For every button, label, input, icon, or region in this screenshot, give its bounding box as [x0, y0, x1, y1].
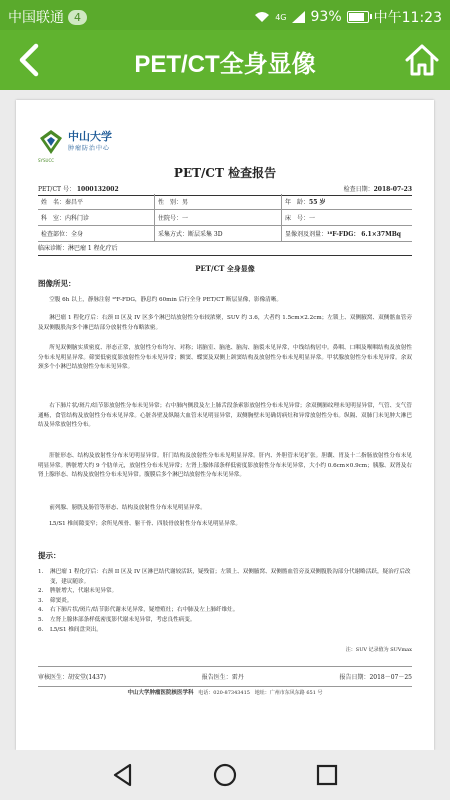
- name-value: 秦昌平: [65, 199, 84, 206]
- signal-icon: [292, 11, 306, 23]
- list-item: [38, 568, 412, 587]
- reviewer: [38, 672, 106, 681]
- agent-cell: [282, 226, 413, 242]
- table-row: [38, 226, 412, 242]
- table-row: [38, 210, 412, 226]
- sex-cell: [155, 194, 282, 210]
- agent-value: ¹⁸F-FDG：: [327, 231, 360, 238]
- conclusion-list: [38, 568, 412, 635]
- item-text: L5/S1 椎间盘突出。: [50, 626, 102, 633]
- triangle-back-icon[interactable]: [110, 762, 136, 788]
- diagnosis-value: 淋巴瘤 1 程化疗后: [68, 245, 118, 252]
- doctor-name: 雷丹: [231, 674, 244, 681]
- name-label: 姓 名：: [41, 199, 66, 206]
- findings-paragraph: L5/S1 椎间隙变窄；余所见颅骨、躯干骨、四肢骨放射性分布未见明显异常。: [49, 521, 241, 527]
- report-date-label: 报告日期：: [339, 674, 370, 681]
- network-type: 4G: [275, 12, 287, 22]
- logo-university: 中山大学: [68, 130, 112, 143]
- item-text: 淋巴瘤 1 程化疗后：右颈 II 区及 IV 区淋巴结代谢较活跃，疑残留；左锁上、双侧腋窝、双侧髂血管旁及双侧腹股沟部分代谢略活跃，疑治疗后改变，建议随诊。: [50, 569, 411, 585]
- battery-percent: 93%: [310, 9, 342, 25]
- sex-value: 男: [182, 199, 189, 206]
- logo-emblem-icon: [38, 128, 64, 156]
- bed-label: 床 号：: [285, 215, 310, 222]
- square-recent-icon[interactable]: [314, 762, 340, 788]
- conclusion-heading: 提示：: [38, 551, 61, 560]
- hospital-logo: [38, 128, 148, 164]
- clinical-diagnosis: [38, 243, 412, 256]
- list-item: [38, 587, 412, 597]
- carrier-name: 中国联通: [8, 10, 64, 26]
- part-value: 全身: [71, 231, 84, 238]
- bed-value: 一: [309, 215, 316, 222]
- home-icon[interactable]: [402, 40, 442, 80]
- footer-address: 地址：广州市东风东路 651 号: [254, 690, 323, 696]
- method-cell: [155, 226, 282, 242]
- dept-value: 内科门诊: [65, 215, 90, 222]
- reviewer-name: 胡安堂(1437): [68, 674, 106, 681]
- report-title: PET/CT 检查报告: [173, 166, 277, 180]
- findings-paragraph: 所见双侧脑实质密度、形态正常，放射性分布均匀、对称；诸脑室、脑池、脑沟、脑裂未见异常，中线结构居中。鼻咽、口咽及喉咽结构及放射性分布未见明显异常。筛窦低密度影放射性分布未见异常；额窦、蝶窦及双侧上颌窦结构及放射性分布未见明显异常。甲状腺放射性分布未见异常。余双颈多个小淋巴结放射性分布未见异常。: [38, 345, 412, 371]
- findings-paragraph: 右下肺片状/斑片/结节影放射性分布未见异常；右中肺内侧段及左上肺舌段条索影放射性分布未见异常；余双侧肺纹理未见明显异常，气管、支气管通畅，食管结构及放射性分布未见异常。心脏各壁及纵隔大血管未见明显异常，双侧胸壁未见确切病灶和异常放射性分布。纵隔、双肺门未见肿大淋巴结及异常放射性分布。: [38, 403, 412, 429]
- item-number: 6.: [38, 626, 44, 633]
- page-title: PET/CT全身显像: [134, 51, 316, 78]
- status-right: [254, 7, 442, 27]
- findings-paragraph: 前列腺、膀胱及肠管等形态、结构及放射性分布未见明显异常。: [49, 505, 206, 511]
- findings-paragraph: 肝脏形态、结构及放射性分布未见明显异常。肝门结构及放射性分布未见明显异常。肝内、外胆管未见扩张。胆囊、胃及十二指肠放射性分布未见明显异常。脾脏增大约 9 个肋单元，放射性分布未见异常；左肾上腺体部条样低密度影放射性分布未见异常，大小约 0.6cm×0.9cm；胰腺、双肾及右肾上腺形态、结构及放射性分布未见异常。腹膜后多个淋巴结放射性分布未见异常。: [38, 453, 412, 479]
- report-image[interactable]: [16, 100, 434, 750]
- findings-heading: 图像所见：: [38, 279, 76, 288]
- section-title: PET/CT 全身显像: [195, 264, 255, 273]
- notification-badge: 4: [68, 10, 87, 25]
- bed-cell: [282, 210, 413, 226]
- part-label: 检查部位：: [41, 231, 72, 238]
- logo-dept: 肿瘤防治中心: [68, 145, 111, 152]
- list-item: [38, 606, 412, 616]
- findings-paragraph: 空腹 6h 以上，静脉注射 ¹⁸F-FDG，静息约 60min 后行全身 PET/CT 断层显像，影像清晰。: [49, 297, 282, 303]
- part-cell: [38, 226, 155, 242]
- ward-label: 住院号：: [158, 215, 183, 222]
- signature-row: [38, 666, 412, 687]
- battery-icon: [347, 11, 369, 23]
- report-doctor: [202, 672, 244, 681]
- agent-label: 显像剂及剂量：: [285, 231, 328, 238]
- item-number: 2.: [38, 588, 44, 595]
- carrier: [8, 7, 87, 27]
- patient-info-table: [38, 194, 412, 242]
- doctor-label: 报告医生：: [201, 674, 232, 681]
- navigation-bar: [0, 750, 450, 800]
- footer-phone: 电话：020-87343415: [198, 690, 250, 696]
- item-number: 3.: [38, 597, 44, 604]
- ct-no-label: PET/CT 号：: [38, 186, 75, 193]
- table-row: [38, 194, 412, 210]
- ct-no: 1000132002: [76, 186, 119, 193]
- item-number: 5.: [38, 616, 44, 623]
- diagnosis-label: 临床诊断：: [38, 245, 69, 252]
- app-bar: [0, 30, 450, 90]
- list-item: [38, 626, 412, 636]
- item-text: 脾脏增大，代谢未见异常。: [50, 588, 118, 595]
- ward-cell: [155, 210, 282, 226]
- item-text: 右下肺片状/斑片/结节影代谢未见异常，疑增殖灶；右中肺及左上肺纤维灶。: [50, 607, 239, 614]
- suv-note: 注：SUV 记录值为 SUVmax: [345, 647, 412, 653]
- name-cell: [38, 194, 155, 210]
- report-footer: [38, 688, 412, 696]
- findings-paragraph: 淋巴瘤 1 程化疗后：右颈 II 区及 IV 区多个淋巴结放射性分布较浓聚，SUV 约 3.6，大者约 1.5cm×2.2cm；左锁上、双侧腋窝、双侧髂血管旁及双侧腹股沟多个淋巴结部分放射性分布略浓密。: [38, 315, 412, 331]
- list-item: [38, 597, 412, 607]
- item-number: 4.: [38, 607, 44, 614]
- footer-org: 中山大学肿瘤医院核医学科: [127, 690, 194, 696]
- method-value: 断层采集 3D: [188, 231, 223, 238]
- exam-date-value: 2018-07-23: [373, 186, 412, 193]
- ward-value: 一: [182, 215, 189, 222]
- item-text: 筛窦炎。: [50, 597, 73, 604]
- logo-en: SYSUCC: [38, 158, 55, 163]
- age-value: 55 岁: [309, 199, 326, 206]
- reviewer-label: 审核医生：: [38, 674, 69, 681]
- wifi-icon: [254, 11, 270, 23]
- sex-label: 性 别：: [158, 199, 183, 206]
- age-cell: [282, 194, 413, 210]
- exam-date-label: 检查日期：: [343, 186, 374, 193]
- exam-date: [344, 184, 412, 193]
- list-item: [38, 616, 412, 626]
- dept-cell: [38, 210, 155, 226]
- dose-value: 6.1×37MBq: [361, 231, 401, 238]
- item-number: 1.: [38, 569, 44, 575]
- method-label: 采集方式：: [158, 231, 189, 238]
- circle-home-icon[interactable]: [212, 762, 238, 788]
- status-bar: [0, 0, 450, 30]
- clock: 中午11:23: [373, 10, 442, 26]
- item-text: 左肾上腺体部条样低密度影代谢未见异常，考虑良性病变。: [50, 616, 196, 623]
- report-date-value: 2018－07－25: [369, 674, 412, 681]
- report-date: [339, 672, 412, 681]
- age-label: 年 龄：: [285, 199, 310, 206]
- battery-fill: [349, 13, 364, 21]
- dept-label: 科 室：: [41, 215, 66, 222]
